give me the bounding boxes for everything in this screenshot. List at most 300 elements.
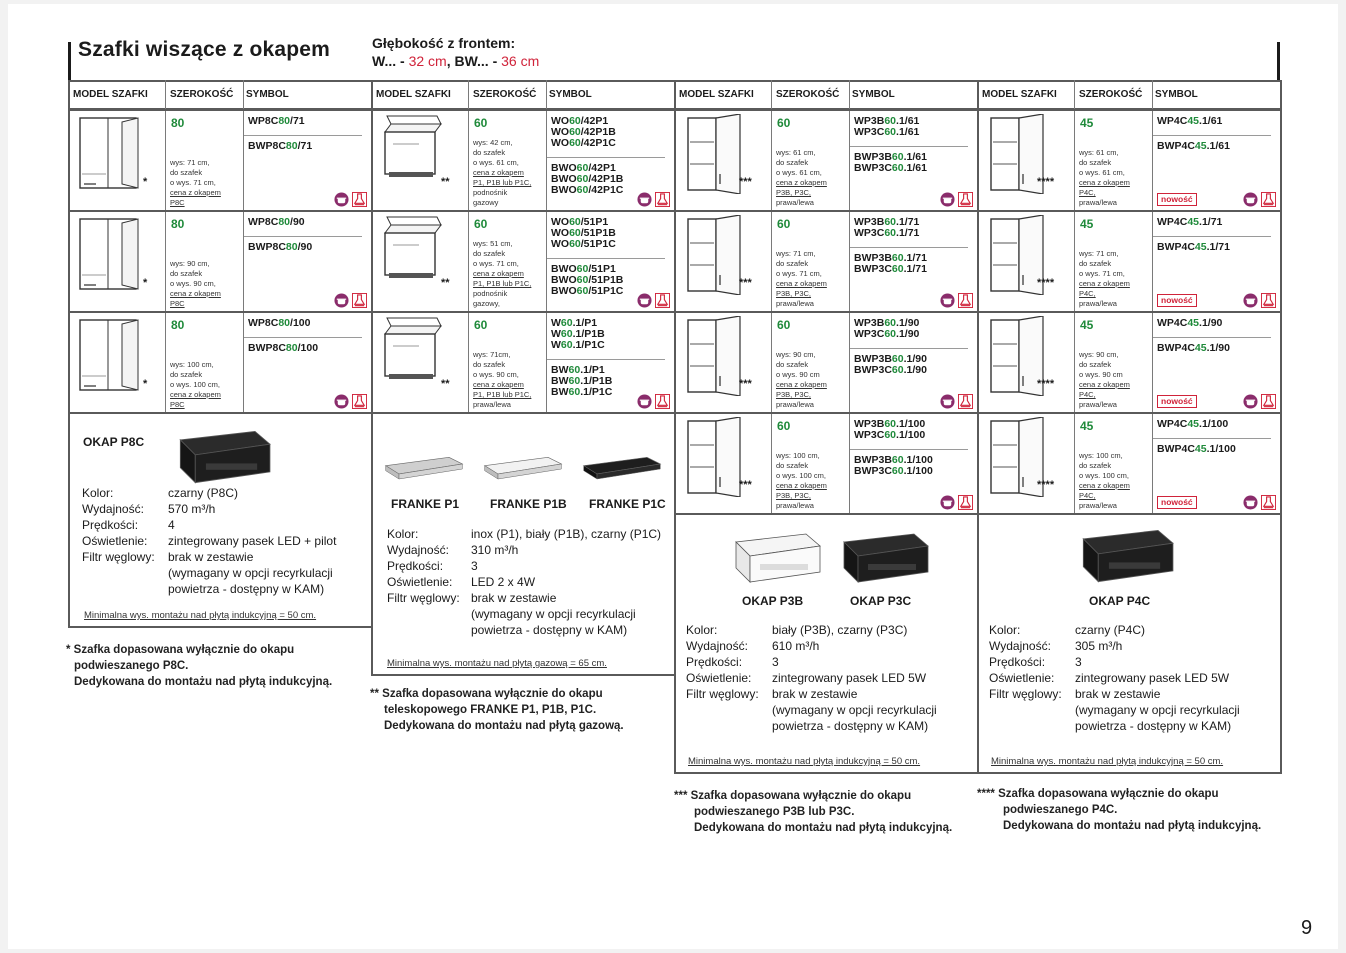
symbol-code: [1157, 318, 1222, 329]
symbol-width: 80: [285, 241, 298, 253]
cabinet-drawing: [76, 316, 144, 401]
description-line: P3B, P3C,: [776, 188, 812, 197]
symbol-suffix: /71: [290, 115, 305, 127]
footnote-stars: ****: [1037, 176, 1055, 188]
description-line: do szafek: [776, 360, 809, 369]
page-number: 9: [1301, 917, 1313, 939]
description-line: do szafek: [1079, 360, 1112, 369]
col2-header-row: [371, 80, 676, 110]
new-badge: nowość: [1157, 193, 1197, 206]
cabinet-width: 60: [777, 116, 791, 130]
symbol-group-standard: [854, 419, 925, 441]
depth-bw-value: 36 cm: [501, 53, 540, 69]
symbol-suffix: /42P1C: [588, 184, 624, 196]
header-symbol: SYMBOL: [852, 89, 895, 100]
spec-row: [686, 670, 937, 686]
spec-label: Wydajność:: [387, 543, 449, 557]
symbol-suffix: /71: [297, 140, 313, 152]
col2-hood-separator: [371, 412, 676, 414]
spec-row: [82, 485, 336, 501]
symbol-group-standard: [1157, 318, 1222, 329]
symbol-width: 60: [576, 162, 589, 174]
symbol-width: 45: [1194, 140, 1207, 152]
spec-label: Oświetlenie:: [989, 671, 1055, 685]
hood-title: OKAP P3C: [850, 594, 912, 608]
footnote: [674, 788, 952, 836]
symbol-separator: [850, 247, 968, 248]
description-line: o wys. 100 cm,: [776, 471, 827, 480]
cabinet-description: [776, 148, 848, 208]
description-line: gazowy: [473, 198, 499, 207]
spec-value: (wymagany w opcji recyrkulacji: [1075, 703, 1240, 717]
symbol-suffix: /42P1B: [588, 173, 624, 185]
header-width: SZEROKOŚĆ: [1079, 89, 1143, 100]
hood-image-p4c: [1071, 524, 1181, 593]
description-line: do szafek: [1079, 259, 1112, 268]
symbol-separator: [244, 236, 362, 237]
description-line: prawa/lewa: [776, 501, 814, 510]
spec-row: [387, 606, 661, 622]
symbol-prefix: BWP8C: [248, 241, 286, 253]
symbol-prefix: BW: [551, 364, 569, 376]
symbol-width: 60: [560, 317, 573, 329]
symbol-prefix: WP3B: [854, 418, 885, 430]
cabinet-description: [776, 451, 848, 511]
symbol-code: [551, 387, 612, 398]
spec-row: [387, 526, 661, 542]
spec-row: [989, 622, 1240, 638]
symbol-prefix: WP3C: [854, 328, 885, 340]
symbol-width: 60: [891, 162, 904, 174]
cabinet-width: 45: [1080, 318, 1094, 332]
symbol-prefix: WO: [551, 137, 570, 149]
symbol-suffix: .1/100: [903, 465, 933, 477]
cabinet-description: [170, 360, 242, 410]
symbol-group-bw: [248, 343, 318, 354]
symbol-group-bw: [1157, 444, 1236, 455]
symbol-code: [1157, 242, 1230, 253]
symbol-group-standard: [1157, 116, 1222, 127]
hood-image-p3: [834, 528, 934, 593]
spec-value: 4: [168, 518, 175, 532]
description-line: P3B, P3C,: [776, 491, 812, 500]
footnote-stars: *: [143, 176, 148, 188]
cabinet-description: [776, 350, 848, 410]
symbol-prefix: BWP3C: [854, 364, 892, 376]
description-line: cena z okapem: [473, 380, 524, 389]
symbol-width: 45: [1187, 115, 1200, 127]
footnote-line: teleskopowego FRANKE P1, P1B, P1C.: [384, 704, 597, 716]
description-line: o wys. 61 cm,: [473, 158, 519, 167]
symbol-prefix: WP3C: [854, 429, 885, 441]
footnote-stars: ****: [1037, 277, 1055, 289]
col1-divider-model: [165, 80, 166, 413]
spec-row: [989, 686, 1240, 702]
spec-value: (wymagany w opcji recyrkulacji: [772, 703, 937, 717]
footnote-stars: ***: [739, 277, 752, 289]
col4-row-separator: [977, 311, 1282, 313]
symbol-prefix: WP4C: [1157, 317, 1188, 329]
description-line: wys: 71 cm,: [170, 158, 210, 167]
symbol-prefix: WP3B: [854, 216, 885, 228]
symbol-width: 60: [569, 238, 581, 250]
symbol-group-bw: [854, 455, 933, 477]
symbol-group-bw: [551, 163, 623, 196]
header-symbol: SYMBOL: [1155, 89, 1198, 100]
symbol-suffix: /42P1: [580, 115, 609, 127]
symbol-code: [551, 185, 623, 196]
symbol-group-bw: [248, 141, 312, 152]
description-line: o wys. 71 cm,: [473, 259, 519, 268]
symbol-suffix: /100: [290, 317, 311, 329]
hob-icons: [937, 293, 973, 307]
symbol-group-standard: [248, 217, 305, 228]
symbol-prefix: BWO: [551, 162, 577, 174]
spec-label: Filtr węglowy:: [989, 687, 1062, 701]
new-badge: nowość: [1157, 395, 1197, 408]
hob-icons: [937, 394, 973, 408]
pot-icon: [1243, 293, 1258, 308]
hood-title: FRANKE P1: [391, 497, 460, 511]
description-line: do szafek: [170, 168, 203, 177]
hob-icons: [937, 192, 973, 206]
symbol-prefix: WP4C: [1157, 216, 1188, 228]
description-line: wys: 90 cm,: [1079, 350, 1119, 359]
spec-row: [82, 517, 336, 533]
spec-label: Oświetlenie:: [82, 534, 148, 548]
symbol-width: 80: [278, 115, 291, 127]
symbol-suffix: .1/71: [896, 227, 920, 239]
spec-value: brak w zestawie: [772, 687, 858, 701]
description-line: do szafek: [776, 158, 809, 167]
col2-row-separator: [371, 109, 676, 111]
symbol-prefix: BWO: [551, 285, 577, 297]
symbol-group-bw: [854, 152, 927, 174]
spec-value: brak w zestawie: [168, 550, 254, 564]
col2-row-separator: [371, 311, 676, 313]
description-line: P8C: [170, 299, 185, 308]
footnote-line: podwieszanego P4C.: [1003, 804, 1118, 816]
pot-icon: [334, 293, 349, 308]
footnote-stars: ***: [739, 479, 752, 491]
description-line: prawa/lewa: [473, 400, 511, 409]
symbol-code: [551, 239, 616, 250]
symbol-suffix: /90: [297, 241, 313, 253]
footnote-stars: ***: [739, 176, 752, 188]
hood-icon: [352, 192, 367, 207]
hood-icon: [958, 192, 973, 207]
symbol-suffix: .1/61: [903, 162, 927, 174]
symbol-width: 80: [285, 342, 298, 354]
symbol-suffix: /51P1C: [588, 285, 624, 297]
spec-row: [82, 581, 336, 597]
symbol-suffix: .1/90: [896, 317, 920, 329]
spec-label: Kolor:: [989, 623, 1021, 637]
description-line: do szafek: [1079, 158, 1112, 167]
description-line: prawa/lewa: [1079, 299, 1117, 308]
description-line: do szafek: [776, 461, 809, 470]
spec-value: 570 m³/h: [168, 502, 216, 516]
description-line: prawa/lewa: [1079, 198, 1117, 207]
symbol-width: 80: [278, 317, 291, 329]
spec-row: [686, 686, 937, 702]
spec-value: powietrza - dostępny w KAM): [1075, 719, 1232, 733]
spec-label: Kolor:: [387, 527, 419, 541]
footnote-line: Dedykowana do montażu nad płytą indukcyjną.: [74, 676, 333, 688]
spec-row: [82, 501, 336, 517]
header-width: SZEROKOŚĆ: [170, 89, 234, 100]
col3-row-separator: [674, 311, 979, 313]
symbol-prefix: W: [551, 317, 561, 329]
symbol-prefix: W: [551, 328, 561, 340]
symbol-width: 60: [560, 328, 573, 340]
symbol-prefix: BWP3B: [854, 252, 892, 264]
spec-row: [989, 638, 1240, 654]
description-line: cena z okapem: [1079, 178, 1130, 187]
symbol-suffix: .1/61: [1199, 115, 1223, 127]
spec-row: [989, 718, 1240, 734]
symbol-suffix: .1/P1C: [580, 386, 613, 398]
description-line: wys: 51 cm,: [473, 239, 513, 248]
description-line: do szafek: [170, 370, 203, 379]
hood-icon: [1261, 495, 1276, 510]
symbol-prefix: BWP4C: [1157, 342, 1195, 354]
footnote-line: Dedykowana do montażu nad płytą indukcyjną.: [694, 822, 953, 834]
symbol-suffix: .1/71: [896, 216, 920, 228]
symbol-width: 60: [891, 465, 904, 477]
cabinet-description: [1079, 451, 1151, 511]
cabinet-width: 80: [171, 217, 185, 231]
symbol-suffix: .1/61: [896, 115, 920, 127]
symbol-width: 60: [568, 375, 581, 387]
symbol-suffix: .1/P1: [580, 364, 605, 376]
hood-icon: [958, 495, 973, 510]
spec-value: LED 2 x 4W: [471, 575, 536, 589]
spec-label: Filtr węglowy:: [82, 550, 155, 564]
footnote-line: podwieszanego P8C.: [74, 660, 189, 672]
new-badge: nowość: [1157, 496, 1197, 509]
col1-divider-width: [243, 80, 244, 413]
cabinet-drawing: [76, 215, 144, 300]
hood-icon: [958, 293, 973, 308]
symbol-group-standard: [248, 318, 310, 329]
symbol-prefix: WO: [551, 238, 570, 250]
cabinet-width: 80: [171, 318, 185, 332]
symbol-separator: [1153, 236, 1271, 237]
cabinet-width: 60: [474, 217, 488, 231]
spec-value: 3: [471, 559, 478, 573]
spec-label: Filtr węglowy:: [387, 591, 460, 605]
symbol-prefix: BWO: [551, 274, 577, 286]
new-badge: nowość: [1157, 294, 1197, 307]
spec-row: [686, 654, 937, 670]
symbol-prefix: BWP3B: [854, 454, 892, 466]
symbol-prefix: BWP8C: [248, 342, 286, 354]
header-width: SZEROKOŚĆ: [473, 89, 537, 100]
spec-label: Prędkości:: [387, 559, 444, 573]
symbol-width: 60: [884, 328, 897, 340]
description-line: P4C,: [1079, 188, 1096, 197]
symbol-group-bw: [1157, 141, 1230, 152]
symbol-prefix: BWP4C: [1157, 443, 1195, 455]
hob-icons: [634, 394, 670, 408]
symbol-code: [854, 127, 919, 138]
description-line: wys: 42 cm,: [473, 138, 513, 147]
spec-row: [686, 702, 937, 718]
min-mount-height: Minimalna wys. montażu nad płytą gazową = 65 cm.: [387, 658, 607, 669]
symbol-width: 60: [569, 115, 581, 127]
spec-value: powietrza - dostępny w KAM): [772, 719, 929, 733]
pot-icon: [1243, 495, 1258, 510]
hood-image-franke: [575, 439, 669, 494]
symbol-width: 60: [569, 126, 581, 138]
description-line: wys: 71cm,: [473, 350, 511, 359]
symbol-separator: [244, 337, 362, 338]
spec-value: 3: [1075, 655, 1082, 669]
symbol-width: 60: [576, 274, 589, 286]
symbol-suffix: .1/100: [1206, 443, 1236, 455]
symbol-separator: [1153, 438, 1271, 439]
symbol-suffix: /51P1B: [580, 227, 616, 239]
col3-hood-separator: [674, 513, 979, 515]
spec-row: [686, 718, 937, 734]
description-line: P8C: [170, 400, 185, 409]
symbol-width: 60: [569, 137, 581, 149]
description-line: wys: 71 cm,: [776, 249, 816, 258]
description-line: cena z okapem: [1079, 481, 1130, 490]
symbol-separator: [547, 157, 665, 158]
symbol-code: [854, 264, 927, 275]
symbol-prefix: BWO: [551, 184, 577, 196]
hob-icons: [1240, 293, 1276, 307]
spec-value: 305 m³/h: [1075, 639, 1123, 653]
depth-info: [372, 34, 539, 70]
symbol-separator: [547, 258, 665, 259]
footnote-line: * Szafka dopasowana wyłącznie do okapu: [66, 644, 295, 656]
hood-image-p8c: [168, 425, 278, 494]
symbol-separator: [244, 135, 362, 136]
footnote-stars: ***: [739, 378, 752, 390]
header-model: MODEL SZAFKI: [982, 89, 1057, 100]
symbol-suffix: /51P1: [588, 263, 616, 275]
symbol-suffix: .1/71: [903, 252, 927, 264]
col1-row-separator: [68, 109, 373, 111]
col4-hood-separator: [977, 513, 1282, 515]
description-line: wys: 90 cm,: [170, 259, 210, 268]
symbol-width: 60: [891, 353, 904, 365]
symbol-suffix: .1/90: [903, 353, 927, 365]
symbol-code: [854, 466, 933, 477]
spec-row: [387, 574, 661, 590]
symbol-suffix: .1/P1B: [572, 328, 605, 340]
symbol-width: 60: [568, 386, 581, 398]
symbol-group-standard: [1157, 419, 1228, 430]
symbol-code: [248, 318, 310, 329]
description-line: podnośnik: [473, 188, 508, 197]
header-model: MODEL SZAFKI: [73, 89, 148, 100]
min-mount-height: Minimalna wys. montażu nad płytą indukcyjną = 50 cm.: [991, 756, 1224, 767]
spec-value: czarny (P4C): [1075, 623, 1146, 637]
spec-label: Oświetlenie:: [387, 575, 453, 589]
spec-label: Prędkości:: [686, 655, 743, 669]
spec-label: Filtr węglowy:: [686, 687, 759, 701]
footnote: [66, 642, 332, 690]
col2-row-separator: [371, 210, 676, 212]
spec-value: zintegrowany pasek LED 5W: [772, 671, 927, 685]
symbol-group-standard: [1157, 217, 1222, 228]
symbol-code: [551, 286, 623, 297]
cabinet-description: [473, 350, 545, 410]
hood-icon: [1261, 394, 1276, 409]
spec-value: powietrza - dostępny w KAM): [471, 623, 628, 637]
description-line: wys: 71 cm,: [1079, 249, 1119, 258]
symbol-group-standard: [248, 116, 305, 127]
depth-label: Głębokość z frontem:: [372, 35, 516, 51]
pot-icon: [940, 192, 955, 207]
cabinet-width: 60: [474, 318, 488, 332]
depth-w-prefix: W... -: [372, 53, 409, 69]
symbol-prefix: WP4C: [1157, 115, 1188, 127]
footnote-stars: *: [143, 277, 148, 289]
hood-specifications: [686, 622, 937, 734]
spec-label: Kolor:: [686, 623, 718, 637]
cabinet-width: 45: [1080, 217, 1094, 231]
symbol-code: [248, 217, 305, 228]
description-line: cena z okapem: [170, 390, 221, 399]
symbol-group-bw: [1157, 343, 1230, 354]
description-line: prawa/lewa: [1079, 501, 1117, 510]
right-accent-bar: [1277, 42, 1280, 82]
symbol-separator: [850, 146, 968, 147]
hood-icon: [1261, 192, 1276, 207]
symbol-prefix: BWP3C: [854, 465, 892, 477]
symbol-suffix: /51P1: [580, 216, 609, 228]
col4-divider-width: [1152, 80, 1153, 514]
cabinet-description: [170, 259, 242, 309]
description-line: podnośnik: [473, 289, 508, 298]
symbol-width: 45: [1187, 317, 1200, 329]
cabinet-width: 45: [1080, 419, 1094, 433]
symbol-separator: [1153, 337, 1271, 338]
symbol-suffix: .1/P1: [572, 317, 598, 329]
hood-title: OKAP P3B: [742, 594, 804, 608]
hood-icon: [655, 394, 670, 409]
description-line: o wys. 71 cm,: [1079, 269, 1125, 278]
footnote-line: Dedykowana do montażu nad płytą indukcyjną.: [1003, 820, 1262, 832]
description-line: cena z okapem: [776, 178, 827, 187]
symbol-suffix: .1/P1B: [580, 375, 613, 387]
col2-divider-width: [546, 80, 547, 413]
symbol-prefix: WO: [551, 126, 570, 138]
col3-header-row: [674, 80, 979, 110]
description-line: do szafek: [473, 360, 506, 369]
symbol-group-bw: [551, 264, 623, 297]
footnote-stars: ****: [1037, 378, 1055, 390]
pot-icon: [940, 394, 955, 409]
cabinet-description: [473, 239, 545, 309]
symbol-prefix: BWO: [551, 263, 577, 275]
symbol-group-standard: [854, 318, 919, 340]
description-line: do szafek: [473, 148, 506, 157]
description-line: P1, P1B lub P1C,: [473, 279, 532, 288]
symbol-width: 45: [1194, 342, 1207, 354]
description-line: cena z okapem: [1079, 279, 1130, 288]
symbol-code: [1157, 217, 1222, 228]
pot-icon: [637, 192, 652, 207]
min-mount-height: Minimalna wys. montażu nad płytą indukcyjną = 50 cm.: [688, 756, 921, 767]
spec-value: brak w zestawie: [471, 591, 557, 605]
symbol-suffix: .1/61: [1206, 140, 1230, 152]
